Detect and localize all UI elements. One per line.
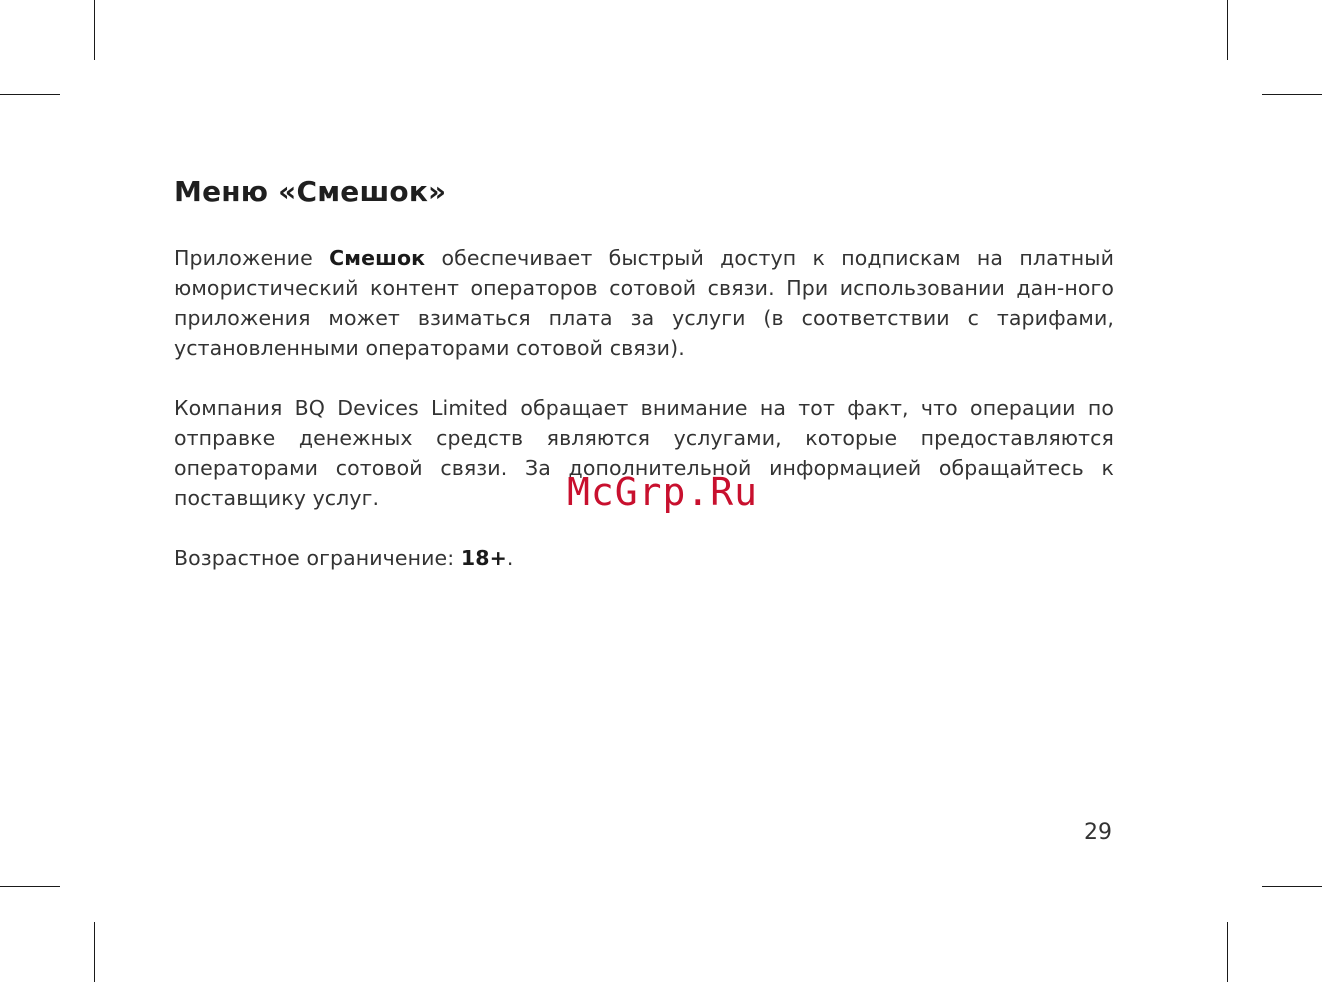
app-name: Смешок [329,246,426,270]
app-description-intro: Приложение [174,246,330,270]
app-description-body: обеспечивает быстрый доступ к подпискам на платный юмористический контент операторов сотовой связи. При использовании дан-ного приложения может взиматься плата за услуги (в соответствии с тарифами, установленными операторами сотовой связи). [174,246,1114,360]
age-restriction-label: Возрастное ограничение: [174,546,461,570]
age-restriction-paragraph [174,543,1114,573]
crop-mark-top-right-horizontal [1262,94,1322,95]
crop-mark-top-right-vertical [1227,0,1228,60]
age-restriction-value: 18+ [460,546,507,570]
crop-mark-top-left-horizontal [0,94,60,95]
crop-mark-bottom-left-vertical [94,922,95,982]
page-number: 29 [1084,820,1112,845]
app-description-paragraph [174,243,1114,363]
crop-mark-top-left-vertical [94,0,95,60]
page-title: Меню «Смешок» [174,175,447,208]
company-notice-paragraph: Компания BQ Devices Limited обращает внимание на тот факт, что операции по отправке денежных средств являются услугами, которые предоставляются операторами сотовой связи. За дополнительной информацией обращайтесь к поставщику услуг. [174,396,1114,510]
crop-mark-bottom-right-vertical [1227,922,1228,982]
crop-mark-bottom-right-horizontal [1262,886,1322,887]
age-restriction-period: . [506,546,514,570]
crop-mark-bottom-left-horizontal [0,886,60,887]
watermark-logo: McGrp.Ru [567,470,759,514]
